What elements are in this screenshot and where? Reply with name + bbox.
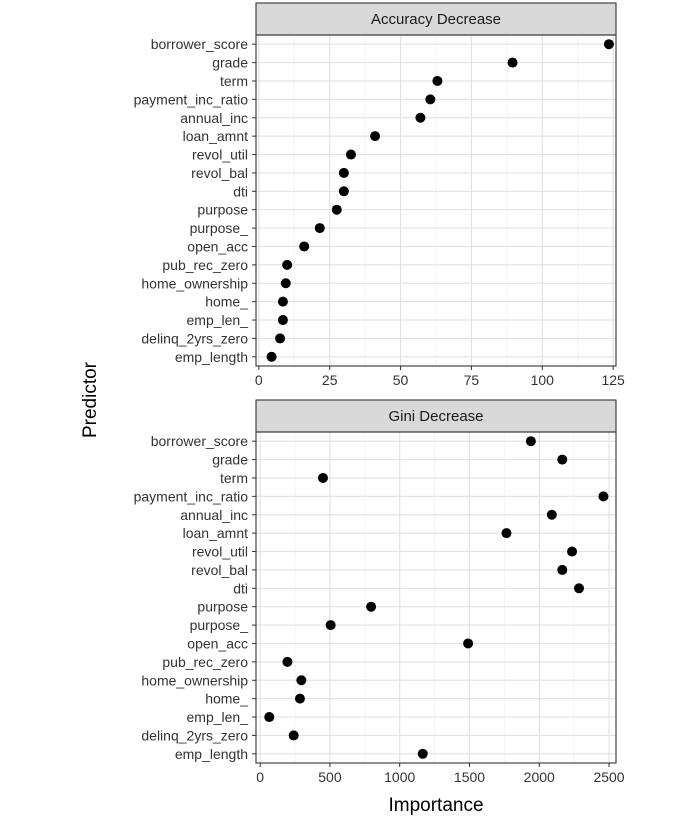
y-tick-label: payment_inc_ratio bbox=[133, 91, 248, 108]
data-point bbox=[315, 223, 325, 233]
y-tick-label: grade bbox=[212, 54, 248, 71]
y-tick-label: home_ownership bbox=[141, 672, 248, 689]
y-tick-label: emp_len_ bbox=[186, 312, 248, 329]
data-point bbox=[282, 260, 292, 270]
data-point bbox=[332, 205, 342, 215]
data-point bbox=[278, 315, 288, 325]
y-tick-label: emp_length bbox=[174, 745, 248, 762]
data-point bbox=[318, 473, 328, 483]
strip-title: Accuracy Decrease bbox=[370, 11, 502, 28]
y-tick-label: emp_length bbox=[174, 348, 248, 365]
x-tick-label: 75 bbox=[463, 372, 480, 388]
data-point bbox=[463, 638, 473, 648]
y-tick-label: purpose_ bbox=[189, 617, 248, 634]
y-tick-label: pub_rec_zero bbox=[162, 653, 248, 670]
y-tick-label: revol_bal bbox=[191, 561, 248, 578]
y-tick-label: open_acc bbox=[187, 238, 248, 255]
data-point bbox=[501, 528, 511, 538]
y-tick-label: loan_amnt bbox=[182, 128, 248, 145]
y-tick-label: annual_inc bbox=[180, 109, 248, 126]
y-tick-label: dti bbox=[233, 183, 248, 200]
y-tick-label: emp_len_ bbox=[186, 709, 248, 726]
y-tick-label: delinq_2yrs_zero bbox=[141, 727, 248, 744]
y-tick-label: annual_inc bbox=[180, 506, 248, 523]
data-point bbox=[547, 510, 557, 520]
y-tick-label: borrower_score bbox=[150, 36, 248, 53]
panels-layer bbox=[134, 3, 625, 785]
x-tick-label: 25 bbox=[321, 372, 338, 388]
y-tick-label: payment_inc_ratio bbox=[133, 488, 248, 505]
data-point bbox=[267, 352, 277, 362]
data-point bbox=[296, 675, 306, 685]
data-point bbox=[295, 694, 305, 704]
data-point bbox=[339, 168, 349, 178]
data-point bbox=[264, 712, 274, 722]
data-point bbox=[281, 278, 291, 288]
data-point bbox=[557, 455, 567, 465]
y-axis-title: Predictor bbox=[80, 361, 101, 439]
x-tick-label: 1500 bbox=[453, 769, 486, 785]
y-tick-label: home_ownership bbox=[141, 275, 248, 292]
data-point bbox=[557, 565, 567, 575]
y-tick-label: term bbox=[220, 72, 248, 89]
x-tick-label: 50 bbox=[392, 372, 409, 388]
data-point bbox=[370, 131, 380, 141]
y-tick-label: dti bbox=[233, 580, 248, 597]
panel-2 bbox=[134, 400, 625, 785]
data-point bbox=[326, 620, 336, 630]
y-tick-label: pub_rec_zero bbox=[162, 256, 248, 273]
data-point bbox=[425, 94, 435, 104]
data-point bbox=[299, 241, 309, 251]
data-point bbox=[567, 547, 577, 557]
x-tick-label: 2500 bbox=[593, 769, 625, 785]
data-point bbox=[289, 730, 299, 740]
y-tick-label: term bbox=[220, 469, 248, 486]
data-point bbox=[526, 436, 536, 446]
x-tick-label: 125 bbox=[601, 372, 625, 388]
y-tick-label: grade bbox=[212, 451, 248, 468]
y-tick-label: revol_util bbox=[191, 146, 248, 163]
data-point bbox=[339, 186, 349, 196]
y-tick-label: delinq_2yrs_zero bbox=[141, 330, 248, 347]
x-tick-label: 0 bbox=[256, 769, 265, 785]
panel-background bbox=[256, 432, 616, 763]
y-tick-label: home_ bbox=[205, 293, 248, 310]
x-tick-label: 1000 bbox=[384, 769, 416, 785]
data-point bbox=[415, 113, 425, 123]
data-point bbox=[418, 749, 428, 759]
y-tick-label: revol_bal bbox=[191, 164, 248, 181]
y-tick-label: purpose bbox=[197, 598, 248, 615]
panel-1 bbox=[134, 3, 625, 388]
y-tick-label: loan_amnt bbox=[182, 525, 248, 542]
y-tick-label: borrower_score bbox=[150, 433, 248, 450]
x-tick-label: 100 bbox=[530, 372, 554, 388]
y-tick-label: open_acc bbox=[187, 635, 248, 652]
y-tick-label: revol_util bbox=[191, 543, 248, 560]
data-point bbox=[282, 657, 292, 667]
y-tick-label: home_ bbox=[205, 690, 248, 707]
x-tick-label: 2000 bbox=[523, 769, 555, 785]
x-axis-title: Importance bbox=[388, 795, 484, 816]
x-tick-label: 0 bbox=[254, 372, 263, 388]
data-point bbox=[508, 58, 518, 68]
data-point bbox=[604, 39, 614, 49]
data-point bbox=[598, 491, 608, 501]
strip-title: Gini Decrease bbox=[388, 408, 484, 425]
data-point bbox=[366, 602, 376, 612]
data-point bbox=[278, 297, 288, 307]
data-point bbox=[275, 333, 285, 343]
y-tick-label: purpose bbox=[197, 201, 248, 218]
data-point bbox=[346, 150, 356, 160]
data-point bbox=[574, 583, 584, 593]
data-point bbox=[432, 76, 442, 86]
x-tick-label: 500 bbox=[318, 769, 342, 785]
y-tick-label: purpose_ bbox=[189, 220, 248, 237]
